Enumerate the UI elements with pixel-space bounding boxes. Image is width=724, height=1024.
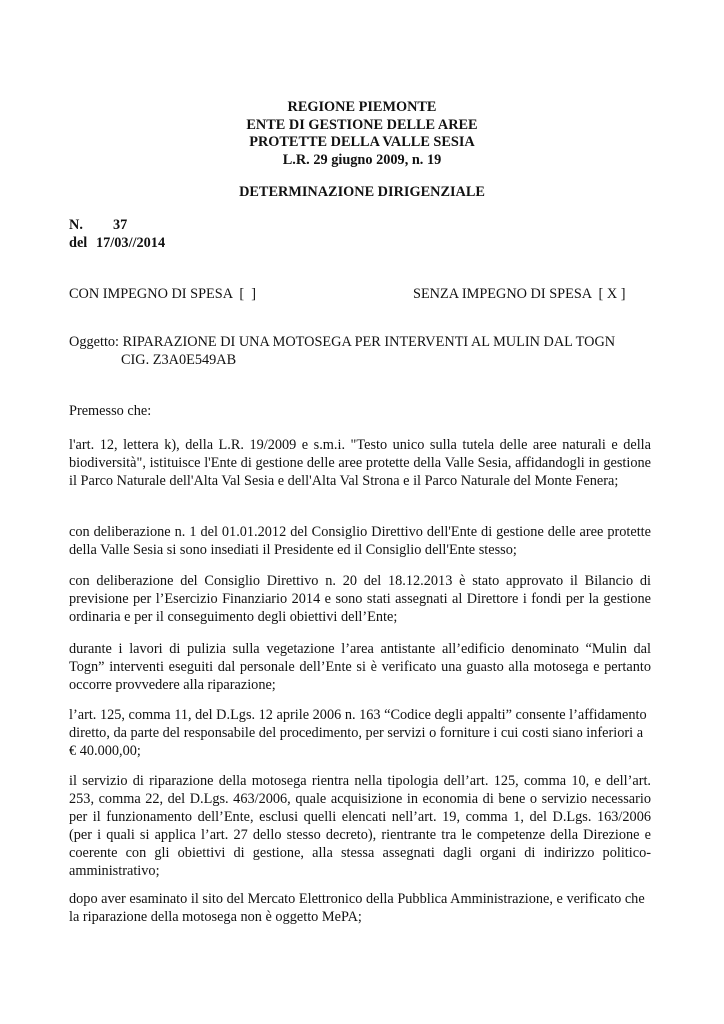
document-header bbox=[0, 99, 724, 169]
header-law: L.R. 29 giugno 2009, n. 19 bbox=[282, 151, 442, 168]
document-type: DETERMINAZIONE DIRIGENZIALE bbox=[239, 184, 485, 200]
senza-impegno-spesa: SENZA IMPEGNO DI SPESA [ X ] bbox=[413, 286, 626, 302]
header-ente: ENTE DI GESTIONE DELLE AREE bbox=[246, 116, 478, 133]
number-label: N. bbox=[69, 217, 83, 233]
oggetto-cig: CIG. Z3A0E549AB bbox=[121, 351, 237, 368]
paragraph-7: dopo aver esaminato il sito del Mercato Elettronico della Pubblica Amministrazione, e verificato che la riparazione della motosega non è oggetto MePA; bbox=[69, 891, 645, 926]
paragraph-3: con deliberazione del Consiglio Direttivo n. 20 del 18.12.2013 è stato approvato il Bilancio di previsione per l’Esercizio Finanziario 2014 e sono stati assegnati al Direttore i fondi per la gestione ordinaria e per il conseguimento degli obiettivi dell’Ente; bbox=[69, 573, 651, 626]
paragraph-1: l'art. 12, lettera k), della L.R. 19/2009 e s.m.i. "Testo unico sulla tutela delle aree naturali e della biodiversità", istituisce l'Ente di gestione delle aree protette della Valle Sesia, affidandogli in gestione il Parco Naturale dell'Alta Val Sesia e dell'Alta Val Strona e il Parco Naturale del Monte Fenera; bbox=[69, 437, 651, 490]
oggetto-title: RIPARAZIONE DI UNA MOTOSEGA PER INTERVENTI AL MULIN DAL TOGN bbox=[122, 334, 616, 350]
date-value: 17/03//2014 bbox=[96, 234, 166, 251]
header-region: REGIONE PIEMONTE bbox=[287, 99, 437, 115]
paragraph-6: il servizio di riparazione della motosega rientra nella tipologia dell’art. 125, comma 10, e dell’art. 253, comma 22, del D.Lgs. 463/2006, quale acquisizione in economia di bene o servizio necessario per il funzionamento dell’Ente, esclusi quelli elencati nell’art. 19, comma 1, del D.Lgs. 163/2006 (per i quali si applica l’art. 27 dello stesso decreto), rientrante tra le competenze della Direzione e coerente con gli obiettivi di gestione, alla stessa assegnati dagli organi di indirizzo politico-amministrativo; bbox=[69, 773, 651, 880]
paragraph-2: con deliberazione n. 1 del 01.01.2012 del Consiglio Direttivo dell'Ente di gestione delle aree protette della Valle Sesia si sono insediati il Presidente ed il Consiglio dell'Ente stesso; bbox=[69, 524, 651, 559]
con-impegno-spesa: CON IMPEGNO DI SPESA [ ] bbox=[69, 286, 257, 302]
date-label: del bbox=[69, 234, 88, 251]
paragraph-5: l’art. 125, comma 11, del D.Lgs. 12 aprile 2006 n. 163 “Codice degli appalti” consente l’affidamento diretto, da parte del responsabile del procedimento, per servizi o forniture i cui costi siano inferiori a € 40.000,00; bbox=[69, 707, 647, 760]
oggetto-block bbox=[69, 334, 615, 369]
paragraph-4: durante i lavori di pulizia sulla vegetazione l’area antistante all’edificio denominato “Mulin dal Togn” interventi eseguiti dal personale dell’Ente si è verificato una guasto alla motosega e pertanto occorre provvedere alla riparazione; bbox=[69, 641, 651, 694]
premesso-heading: Premesso che: bbox=[69, 403, 152, 419]
header-protette: PROTETTE DELLA VALLE SESIA bbox=[249, 134, 475, 151]
document-number-block bbox=[69, 217, 165, 252]
number-value: 37 bbox=[113, 217, 128, 233]
oggetto-label: Oggetto: bbox=[69, 334, 120, 350]
